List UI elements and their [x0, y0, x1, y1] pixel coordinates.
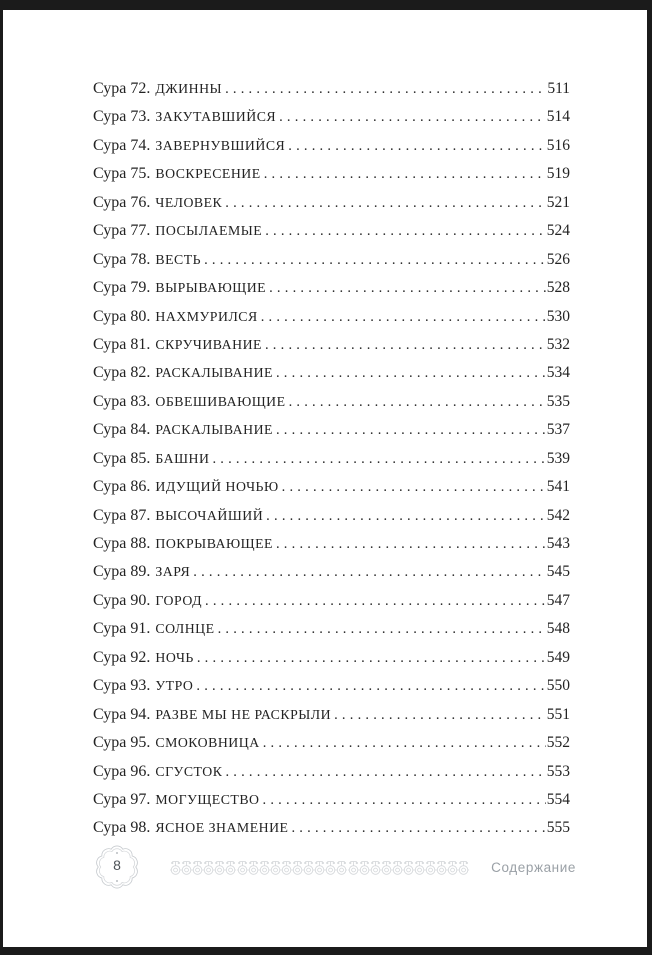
- toc-entry-page: 549: [546, 648, 570, 666]
- toc-entry[interactable]: [93, 563, 570, 591]
- ornament-motif-icon: [259, 859, 270, 876]
- toc-entry-prefix: Сура 92.: [93, 648, 151, 666]
- toc-leader-dots: [196, 678, 545, 695]
- toc-entry-page: 553: [546, 762, 570, 780]
- toc-entry-prefix: Сура 75.: [93, 165, 151, 183]
- toc-leader-dots: [225, 195, 546, 212]
- ornament-motif-icon: [458, 859, 469, 876]
- toc-entry-title: ЯСНОЕ ЗНАМЕНИЕ: [155, 820, 289, 836]
- toc-entry-prefix: Сура 73.: [93, 108, 151, 126]
- ornament-motif-icon: [237, 859, 248, 876]
- toc-entry[interactable]: [93, 620, 570, 648]
- toc-entry[interactable]: [93, 108, 570, 136]
- toc-entry-page: 514: [546, 108, 570, 126]
- toc-leader-dots: [288, 138, 546, 155]
- toc-entry-title: СКРУЧИВАНИЕ: [155, 336, 262, 352]
- ornament-motif-icon: [403, 859, 414, 876]
- toc-leader-dots: [218, 621, 546, 638]
- page-number: 8: [113, 857, 121, 873]
- toc-entry[interactable]: [93, 592, 570, 620]
- ornament-motif-icon: [381, 859, 392, 876]
- toc-leader-dots: [204, 252, 546, 269]
- badge-dot: [116, 852, 118, 854]
- toc-entry[interactable]: [93, 421, 570, 449]
- toc-entry[interactable]: [93, 336, 570, 364]
- toc-entry-prefix: Сура 79.: [93, 279, 151, 297]
- toc-entry-page: 530: [546, 307, 570, 325]
- toc-entry-page: 542: [546, 506, 570, 524]
- toc-entry[interactable]: [93, 165, 570, 193]
- toc-entry-title: РАСКАЛЫВАНИЕ: [155, 365, 273, 381]
- toc-entry-prefix: Сура 84.: [93, 421, 151, 439]
- toc-leader-dots: [225, 81, 546, 98]
- ornament-motif-icon: [370, 859, 381, 876]
- toc-entry-title: РАЗВЕ МЫ НЕ РАСКРЫЛИ: [155, 706, 332, 722]
- toc-entry-title: ВОСКРЕСЕНИЕ: [155, 166, 261, 182]
- toc-entry-prefix: Сура 87.: [93, 506, 151, 524]
- toc-leader-dots: [205, 593, 546, 610]
- toc-entry-title: ЗАКУТАВШИЙСЯ: [155, 109, 277, 125]
- ornament-motif-icon: [248, 859, 259, 876]
- toc-entry[interactable]: [93, 478, 570, 506]
- toc-entry[interactable]: [93, 194, 570, 222]
- toc-leader-dots: [197, 650, 546, 667]
- toc-leader-dots: [276, 422, 546, 439]
- toc-entry[interactable]: [93, 763, 570, 791]
- toc-leader-dots: [193, 564, 545, 581]
- toc-entry[interactable]: [93, 80, 570, 108]
- toc-entry-prefix: Сура 76.: [93, 193, 151, 211]
- toc-entry-page: 554: [546, 790, 570, 808]
- ornament-motif-icon: [292, 859, 303, 876]
- toc-entry-page: 516: [546, 136, 570, 154]
- ornament-motif-icon: [181, 859, 192, 876]
- toc-entry[interactable]: [93, 507, 570, 535]
- toc-entry-page: 521: [546, 193, 570, 211]
- toc-leader-dots: [264, 166, 546, 183]
- toc-entry[interactable]: [93, 450, 570, 478]
- ornament-motif-icon: [447, 859, 458, 876]
- toc-entry-prefix: Сура 90.: [93, 591, 151, 609]
- toc-entry-prefix: Сура 94.: [93, 705, 151, 723]
- toc-entry-prefix: Сура 77.: [93, 222, 151, 240]
- toc-leader-dots: [276, 536, 546, 553]
- page-number-badge: [91, 841, 143, 893]
- toc-entry-prefix: Сура 98.: [93, 819, 151, 837]
- ornament-motif-icon: [170, 859, 181, 876]
- toc-entry-prefix: Сура 88.: [93, 535, 151, 552]
- toc-entry-page: 555: [546, 819, 570, 837]
- toc-entry-title: УТРО: [155, 678, 194, 694]
- toc-leader-dots: [334, 707, 546, 724]
- toc-entry-title: ГОРОД: [155, 592, 203, 608]
- ornament-motif-icon: [281, 859, 292, 876]
- toc-entry-title: ЗАВЕРНУВШИЙСЯ: [155, 137, 286, 153]
- toc-leader-dots: [263, 792, 546, 809]
- toc-entry-title: НОЧЬ: [155, 649, 194, 665]
- ornament-motif-icon: [303, 859, 314, 876]
- toc-entry-page: 545: [546, 563, 570, 581]
- toc-entry-title: ЧЕЛОВЕК: [155, 194, 223, 210]
- toc-entry[interactable]: [93, 649, 570, 677]
- toc-entry-prefix: Сура 81.: [93, 335, 151, 353]
- toc-entry-page: 550: [546, 677, 570, 695]
- ornament-motif-icon: [336, 859, 347, 876]
- toc-entry[interactable]: [93, 279, 570, 307]
- toc-entry-prefix: Сура 96.: [93, 762, 151, 780]
- toc-entry[interactable]: [93, 308, 570, 336]
- toc-leader-dots: [291, 820, 545, 837]
- ornament-motif-icon: [214, 859, 225, 876]
- toc-entry-page: 539: [546, 449, 570, 467]
- toc-entry[interactable]: [93, 791, 570, 819]
- toc-leader-dots: [279, 109, 546, 126]
- toc-leader-dots: [261, 309, 546, 326]
- toc-entry-title: МОГУЩЕСТВО: [155, 791, 260, 807]
- toc-entry-page: 528: [546, 279, 570, 297]
- toc-entry-page: 548: [546, 620, 570, 638]
- ornament-motif-icon: [436, 859, 447, 876]
- ornament-motif-icon: [270, 859, 281, 876]
- toc-entry-page: 551: [546, 705, 570, 723]
- toc-leader-dots: [269, 280, 546, 297]
- section-label: Содержание: [491, 860, 576, 875]
- ornament-motif-icon: [359, 859, 370, 876]
- toc-entry[interactable]: [93, 535, 570, 563]
- toc-leader-dots: [265, 337, 546, 354]
- toc-entry-page: 532: [546, 335, 570, 353]
- toc-entry[interactable]: [93, 137, 570, 165]
- toc-leader-dots: [289, 394, 546, 411]
- book-page: [3, 10, 647, 947]
- toc-entry[interactable]: [93, 706, 570, 734]
- toc-entry-prefix: Сура 72.: [93, 80, 151, 97]
- toc-leader-dots: [282, 479, 546, 496]
- toc-entry-title: ВЕСТЬ: [155, 251, 202, 267]
- toc-entry-title: ЗАРЯ: [155, 564, 191, 580]
- ornament-motif-icon: [414, 859, 425, 876]
- toc-entry-title: ПОКРЫВАЮЩЕЕ: [155, 536, 273, 551]
- toc-entry[interactable]: [93, 734, 570, 762]
- toc-entry-page: 541: [546, 478, 570, 496]
- toc-entry-title: ВЫРЫВАЮЩИЕ: [155, 280, 267, 296]
- toc-entry-title: НАХМУРИЛСЯ: [155, 308, 258, 324]
- toc-entry-title: ОБВЕШИВАЮЩИЕ: [155, 393, 286, 409]
- ornament-divider: [170, 859, 470, 876]
- toc-entry-page: 535: [546, 392, 570, 410]
- ornament-motif-icon: [203, 859, 214, 876]
- toc-entry-prefix: Сура 82.: [93, 364, 151, 382]
- toc-entry-title: ИДУЩИЙ НОЧЬЮ: [155, 479, 279, 495]
- toc-entry-title: БАШНИ: [155, 450, 210, 466]
- toc-entry-page: 534: [546, 364, 570, 382]
- toc-entry-page: 547: [546, 591, 570, 609]
- toc-entry-prefix: Сура 74.: [93, 136, 151, 154]
- toc-entry-prefix: Сура 95.: [93, 734, 151, 752]
- toc-entry-prefix: Сура 78.: [93, 250, 151, 268]
- toc-entry-prefix: Сура 89.: [93, 563, 151, 581]
- toc-entry-prefix: Сура 80.: [93, 307, 151, 325]
- toc-entry-page: 511: [547, 80, 570, 97]
- toc-entry-title: ВЫСОЧАЙШИЙ: [155, 507, 264, 523]
- toc-entry[interactable]: [93, 819, 570, 847]
- toc-entry-title: РАСКАЛЫВАНИЕ: [155, 422, 273, 438]
- ornament-motif-icon: [314, 859, 325, 876]
- toc-entry-page: 526: [546, 250, 570, 268]
- toc-entry[interactable]: [93, 251, 570, 279]
- ornament-motif-icon: [392, 859, 403, 876]
- toc-entry-title: СОЛНЦЕ: [155, 621, 215, 637]
- toc-leader-dots: [263, 735, 546, 752]
- toc-entry-title: СМОКОВНИЦА: [155, 735, 260, 751]
- badge-dot: [116, 880, 118, 882]
- ornament-motif-icon: [325, 859, 336, 876]
- toc-entry-title: ДЖИННЫ: [155, 81, 223, 96]
- toc-list: [93, 80, 570, 848]
- toc-entry-title: СГУСТОК: [155, 763, 223, 779]
- toc-entry-prefix: Сура 86.: [93, 478, 151, 496]
- toc-leader-dots: [276, 365, 546, 382]
- toc-leader-dots: [212, 451, 545, 468]
- toc-entry[interactable]: [93, 364, 570, 392]
- toc-entry-prefix: Сура 83.: [93, 392, 151, 410]
- toc-leader-dots: [225, 764, 545, 781]
- toc-entry[interactable]: [93, 393, 570, 421]
- ornament-motif-icon: [225, 859, 236, 876]
- toc-entry[interactable]: [93, 677, 570, 705]
- toc-entry-prefix: Сура 97.: [93, 790, 151, 808]
- toc-entry-prefix: Сура 85.: [93, 449, 151, 467]
- ornament-motif-icon: [192, 859, 203, 876]
- toc-entry-page: 543: [546, 535, 570, 552]
- toc-entry-prefix: Сура 91.: [93, 620, 151, 638]
- toc-entry-page: 519: [546, 165, 570, 183]
- toc-leader-dots: [266, 508, 546, 525]
- toc-entry-page: 537: [546, 421, 570, 439]
- toc-entry-prefix: Сура 93.: [93, 677, 151, 695]
- ornament-motif-icon: [425, 859, 436, 876]
- toc-entry-title: ПОСЫЛАЕМЫЕ: [155, 223, 263, 239]
- toc-leader-dots: [265, 223, 546, 240]
- toc-entry-page: 552: [546, 734, 570, 752]
- ornament-motif-icon: [348, 859, 359, 876]
- toc-entry[interactable]: [93, 222, 570, 250]
- toc-entry-page: 524: [546, 222, 570, 240]
